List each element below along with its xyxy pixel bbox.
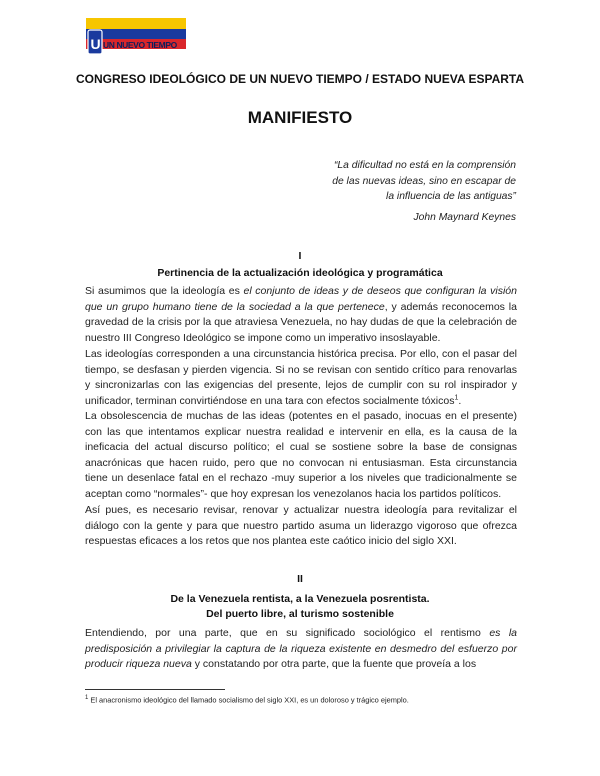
footnote-divider (85, 689, 225, 690)
footnote-reference[interactable]: 1 (454, 394, 459, 402)
section-1-paragraph-1: Si asumimos que la ideología es el conjunto de ideas y de deseos que configuran la visión que un grupo humano tiene de la sociedad a la que pertenece, y además reconocemos la gravedad de la crisis por la que atraviesa Venezuela, no hay dudas de que la celebración de nuestro III Congreso Ideológico se impone como un imperativo insoslayable. (85, 285, 517, 344)
section-2-number: II (297, 573, 303, 585)
section-1-paragraph-4: Así pues, es necesario revisar, renovar y actualizar nuestra ideología para revitalizar el diálogo con la gente y para que nuestro partido asuma un liderazgo vigoroso que ofrezca respuestas eficaces a los retos que nos plantea este caótico inicio del siglo XXI. (85, 504, 517, 548)
footnote-text: El anacronismo ideológico del llamado socialismo del siglo XXI, es un doloroso y trágico ejemplo. (88, 695, 409, 705)
section-1-number: I (298, 250, 302, 262)
party-flag-icon (86, 18, 186, 56)
congress-title: CONGRESO IDEOLÓGICO DE UN NUEVO TIEMPO / ESTADO NUEVA ESPARTA (75, 72, 525, 86)
footnote-number: 1 (85, 695, 89, 701)
party-logo (86, 18, 186, 56)
section-1-paragraph-3: La obsolescencia de muchas de las ideas (potentes en el pasado, inocuas en el presente) con las que intentamos explicar nuestra realidad e intervenir en ella, es la causa de la ineficacia del actual discurso político; el cual se sostiene sobre la base de consignas anacrónicas que hacen ruido, pero que no convocan ni entusiasman. Esta circunstancia tiene un desenlace fatal en el rechazo -muy superior a los niveles que tradicionalmente se aceptan como “normales”- que hoy expresan los venezolanos hacia los partidos políticos. (85, 410, 517, 500)
section-2-heading-line-2: Del puerto libre, al turismo sostenible (206, 608, 394, 620)
section-1-paragraph-2: Las ideologías corresponden a una circunstancia histórica precisa. Por ello, con el pasar del tiempo, se desfasan y pierden vigencia. Si no se revisan con sentido crítico para renovarlas y sincronizarlas con las exigencias del presente, lejos de cumplir con su rol inspirador y unificador, terminan convirtiéndose en una tara con efectos socialmente tóxicos$^1$. (85, 348, 517, 407)
epigraph (328, 158, 516, 225)
svg-text:U: U (90, 36, 101, 52)
section-2-heading (80, 592, 520, 622)
epigraph-text: “La dificultad no está en la comprensión de las nuevas ideas, sino en escapar de la influencia de las antiguas” (332, 160, 516, 203)
epigraph-author: John Maynard Keynes (413, 211, 516, 223)
section-2-paragraph-1: Entendiendo, por una parte, que en su significado sociológico el rentismo es la predisposición a privilegiar la captura de la riqueza existente en desmedro del esfuerzo por producir riqueza nueva y constatando por otra parte, que la fuente que proveía a los (85, 627, 517, 671)
section-2-heading-line-1: De la Venezuela rentista, a la Venezuela posrentista. (170, 593, 430, 605)
page-title: MANIFIESTO (247, 108, 353, 127)
footnote (85, 695, 517, 704)
logo-text: UN NUEVO TIEMPO (103, 40, 177, 50)
section-1-heading: Pertinencia de la actualización ideológica y programática (157, 267, 443, 279)
